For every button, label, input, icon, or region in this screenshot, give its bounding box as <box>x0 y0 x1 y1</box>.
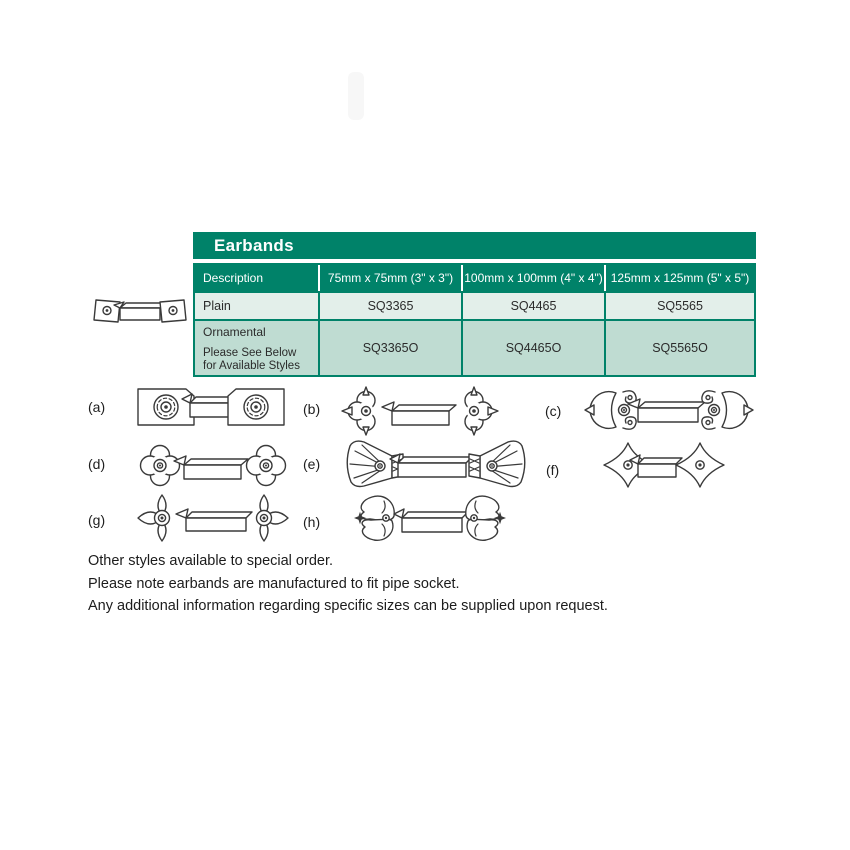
column-header-125mm: 125mm x 125mm (5" x 5") <box>606 265 754 291</box>
figure-label-g: (g) <box>88 512 106 528</box>
figure-label-a: (a) <box>88 399 106 415</box>
faint-watermark <box>348 72 364 120</box>
earband-drawing-e <box>340 436 532 492</box>
row-ornamental-label <box>195 319 320 375</box>
fan-earband-icon <box>340 436 532 492</box>
earband-drawing-a <box>130 384 292 430</box>
figure-label-d: (d) <box>88 456 106 472</box>
earband-drawing-f <box>600 440 728 490</box>
row-plain-label: Plain <box>195 291 320 319</box>
pointed-fleur-earband-icon <box>134 494 292 544</box>
figure-label-f: (f) <box>546 462 560 478</box>
column-header-description: Description <box>195 265 320 291</box>
plain-earband-icon <box>90 294 190 334</box>
code-plain-75: SQ3365 <box>320 291 463 319</box>
trefoil-earband-icon <box>340 386 500 436</box>
scroll-fleur-earband-icon <box>582 384 756 436</box>
figure-label-c: (c) <box>545 403 562 419</box>
code-ornamental-100: SQ4465O <box>463 319 606 375</box>
footer-notes <box>88 553 668 621</box>
earband-drawing-c <box>582 384 756 436</box>
note-special-order: Other styles available to special order. <box>88 553 334 569</box>
code-ornamental-125: SQ5565O <box>606 319 754 375</box>
ornamental-label: Ornamental <box>203 325 266 339</box>
earband-drawing-b <box>340 386 500 436</box>
note-pipe-socket: Please note earbands are manufactured to fit pipe socket. <box>88 575 460 592</box>
ornamental-note-line2: for Available Styles <box>203 360 300 372</box>
earband-drawing-g <box>134 494 292 544</box>
figure-label-h: (h) <box>303 514 321 530</box>
earbands-table <box>193 232 756 377</box>
figure-label-b: (b) <box>303 401 321 417</box>
rose-rectangle-earband-icon <box>130 384 292 430</box>
column-header-100mm: 100mm x 100mm (4" x 4") <box>463 265 606 291</box>
quatrefoil-earband-icon <box>134 440 292 490</box>
leaf-earband-icon <box>348 490 512 548</box>
ornamental-note-line1: Please See Below <box>203 347 297 359</box>
note-additional-info: Any additional information regarding specific sizes can be supplied upon request. <box>88 598 608 614</box>
code-ornamental-75: SQ3365O <box>320 319 463 375</box>
figure-label-e: (e) <box>303 456 321 472</box>
earband-drawing-h <box>348 490 512 548</box>
plain-earband-drawing <box>90 294 190 334</box>
code-plain-100: SQ4465 <box>463 291 606 319</box>
code-plain-125: SQ5565 <box>606 291 754 319</box>
pointed-shield-earband-icon <box>600 440 728 490</box>
table-title: Earbands <box>193 232 756 259</box>
column-header-75mm: 75mm x 75mm (3" x 3") <box>320 265 463 291</box>
table-grid <box>193 263 756 377</box>
earband-drawing-d <box>134 440 292 490</box>
